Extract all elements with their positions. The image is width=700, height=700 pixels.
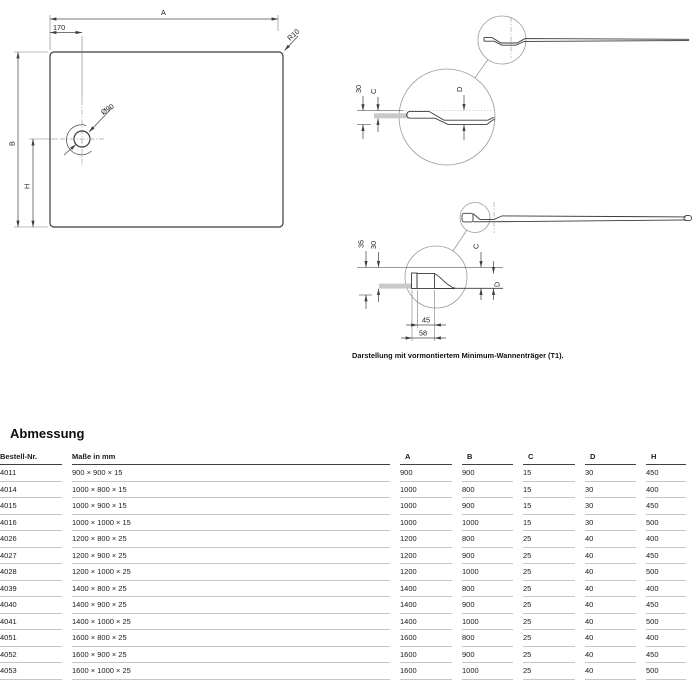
carrier-caption: Darstellung mit vormontiertem Minimum-Wannenträger (T1). xyxy=(352,351,564,360)
cell-a: 1200 xyxy=(400,531,452,548)
cell-b: 1000 xyxy=(462,515,513,532)
cell-d: 30 xyxy=(585,498,636,515)
cell-dimensions: 1200 × 900 × 25 xyxy=(72,548,390,565)
table-row xyxy=(0,498,686,515)
technical-drawing xyxy=(0,0,700,348)
cell-c: 25 xyxy=(523,663,575,680)
cell-d: 40 xyxy=(585,597,636,614)
dimensions-table xyxy=(0,452,696,680)
cell-c: 25 xyxy=(523,564,575,581)
cell-a: 1600 xyxy=(400,663,452,680)
section1-label-30: 30 xyxy=(353,84,363,93)
cell-h: 400 xyxy=(646,531,686,548)
cell-b: 900 xyxy=(462,597,513,614)
cell-dimensions: 1600 × 800 × 25 xyxy=(72,630,390,647)
col-header-masse: Maße in mm xyxy=(72,452,390,465)
cell-dimensions: 1400 × 900 × 25 xyxy=(72,597,390,614)
cell-order-number: 4039 xyxy=(0,581,62,598)
cell-a: 1200 xyxy=(400,564,452,581)
table-header-row xyxy=(0,452,686,465)
cell-d: 30 xyxy=(585,465,636,482)
table-row xyxy=(0,663,686,680)
cell-c: 25 xyxy=(523,630,575,647)
cell-d: 40 xyxy=(585,548,636,565)
table-row xyxy=(0,630,686,647)
cell-order-number: 4028 xyxy=(0,564,62,581)
section2-label-58: 58 xyxy=(418,328,428,338)
cell-c: 15 xyxy=(523,515,575,532)
table-row xyxy=(0,548,686,565)
dimension-label-a: A xyxy=(161,8,166,17)
cell-b: 800 xyxy=(462,482,513,499)
dimensions-table-wrap xyxy=(0,452,700,680)
cell-order-number: 4015 xyxy=(0,498,62,515)
cell-h: 400 xyxy=(646,630,686,647)
cell-order-number: 4026 xyxy=(0,531,62,548)
table-row xyxy=(0,614,686,631)
cell-a: 1200 xyxy=(400,548,452,565)
table-row xyxy=(0,482,686,499)
section-title: Abmessung xyxy=(10,426,85,441)
tray-outline xyxy=(50,52,283,227)
dimension-label-b: B xyxy=(7,141,17,146)
cell-dimensions: 1400 × 800 × 25 xyxy=(72,581,390,598)
col-header-a: A xyxy=(400,452,452,465)
cell-a: 1400 xyxy=(400,597,452,614)
cell-d: 40 xyxy=(585,564,636,581)
cell-d: 40 xyxy=(585,663,636,680)
section2-label-35: 35 xyxy=(356,239,366,248)
table-row xyxy=(0,531,686,548)
cell-order-number: 4052 xyxy=(0,647,62,664)
cell-a: 1600 xyxy=(400,630,452,647)
cell-d: 40 xyxy=(585,531,636,548)
cell-b: 1000 xyxy=(462,564,513,581)
cell-h: 450 xyxy=(646,548,686,565)
cell-b: 900 xyxy=(462,498,513,515)
col-header-b: B xyxy=(462,452,513,465)
corner-radius-label: R10 xyxy=(285,26,302,43)
dimension-label-170: 170 xyxy=(53,23,66,32)
cell-dimensions: 1600 × 900 × 25 xyxy=(72,647,390,664)
cell-d: 40 xyxy=(585,581,636,598)
table-row xyxy=(0,647,686,664)
cell-b: 1000 xyxy=(462,663,513,680)
col-header-c: C xyxy=(523,452,575,465)
cell-a: 1400 xyxy=(400,614,452,631)
cell-b: 1000 xyxy=(462,614,513,631)
table-body xyxy=(0,465,686,680)
cell-h: 500 xyxy=(646,663,686,680)
cell-h: 500 xyxy=(646,564,686,581)
cell-c: 25 xyxy=(523,647,575,664)
cell-dimensions: 1200 × 800 × 25 xyxy=(72,531,390,548)
cell-h: 450 xyxy=(646,597,686,614)
cell-b: 800 xyxy=(462,581,513,598)
table-row xyxy=(0,515,686,532)
cell-order-number: 4016 xyxy=(0,515,62,532)
cell-dimensions: 1400 × 1000 × 25 xyxy=(72,614,390,631)
cell-dimensions: 1600 × 1000 × 25 xyxy=(72,663,390,680)
cell-order-number: 4051 xyxy=(0,630,62,647)
cell-h: 400 xyxy=(646,581,686,598)
cell-c: 25 xyxy=(523,548,575,565)
cell-a: 1000 xyxy=(400,498,452,515)
cell-dimensions: 900 × 900 × 15 xyxy=(72,465,390,482)
section1-label-d: D xyxy=(454,86,464,92)
cell-dimensions: 1000 × 800 × 15 xyxy=(72,482,390,499)
cell-a: 1000 xyxy=(400,515,452,532)
table-row xyxy=(0,465,686,482)
cell-c: 15 xyxy=(523,482,575,499)
table-row xyxy=(0,564,686,581)
cell-c: 25 xyxy=(523,531,575,548)
cell-h: 450 xyxy=(646,465,686,482)
col-header-bestellnr: Bestell-Nr. xyxy=(0,452,62,465)
cell-d: 40 xyxy=(585,647,636,664)
cell-dimensions: 1000 × 900 × 15 xyxy=(72,498,390,515)
cell-c: 15 xyxy=(523,465,575,482)
cell-h: 450 xyxy=(646,498,686,515)
cell-order-number: 4053 xyxy=(0,663,62,680)
cell-a: 900 xyxy=(400,465,452,482)
cell-h: 450 xyxy=(646,647,686,664)
section2-label-45: 45 xyxy=(421,315,431,325)
table-row xyxy=(0,597,686,614)
cell-d: 40 xyxy=(585,614,636,631)
cell-b: 900 xyxy=(462,548,513,565)
cell-a: 1400 xyxy=(400,581,452,598)
cell-order-number: 4014 xyxy=(0,482,62,499)
cell-d: 30 xyxy=(585,482,636,499)
cell-d: 30 xyxy=(585,515,636,532)
cell-b: 900 xyxy=(462,647,513,664)
section2-label-c: C xyxy=(471,243,481,249)
plan-view xyxy=(8,8,302,227)
cell-order-number: 4041 xyxy=(0,614,62,631)
table-row xyxy=(0,581,686,598)
cell-h: 500 xyxy=(646,614,686,631)
cell-order-number: 4027 xyxy=(0,548,62,565)
cell-h: 400 xyxy=(646,482,686,499)
cell-a: 1000 xyxy=(400,482,452,499)
cell-order-number: 4040 xyxy=(0,597,62,614)
cell-c: 25 xyxy=(523,614,575,631)
cell-b: 800 xyxy=(462,630,513,647)
cell-order-number: 4011 xyxy=(0,465,62,482)
dimension-label-h: H xyxy=(22,183,32,189)
section1-label-c: C xyxy=(368,88,378,94)
col-header-d: D xyxy=(585,452,636,465)
drain-diameter-label: Ø90 xyxy=(99,101,116,117)
cell-c: 15 xyxy=(523,498,575,515)
section-view-carrier xyxy=(357,202,692,341)
section2-label-30: 30 xyxy=(369,240,379,249)
cell-c: 25 xyxy=(523,581,575,598)
cell-b: 800 xyxy=(462,531,513,548)
cell-dimensions: 1200 × 1000 × 25 xyxy=(72,564,390,581)
cell-dimensions: 1000 × 1000 × 15 xyxy=(72,515,390,532)
carrier-hatch xyxy=(417,274,435,289)
cell-c: 25 xyxy=(523,597,575,614)
cell-b: 900 xyxy=(462,465,513,482)
section2-label-d: D xyxy=(492,281,502,287)
col-header-h: H xyxy=(646,452,686,465)
section-view-basic xyxy=(354,16,689,165)
cell-h: 500 xyxy=(646,515,686,532)
cell-d: 40 xyxy=(585,630,636,647)
cell-a: 1600 xyxy=(400,647,452,664)
